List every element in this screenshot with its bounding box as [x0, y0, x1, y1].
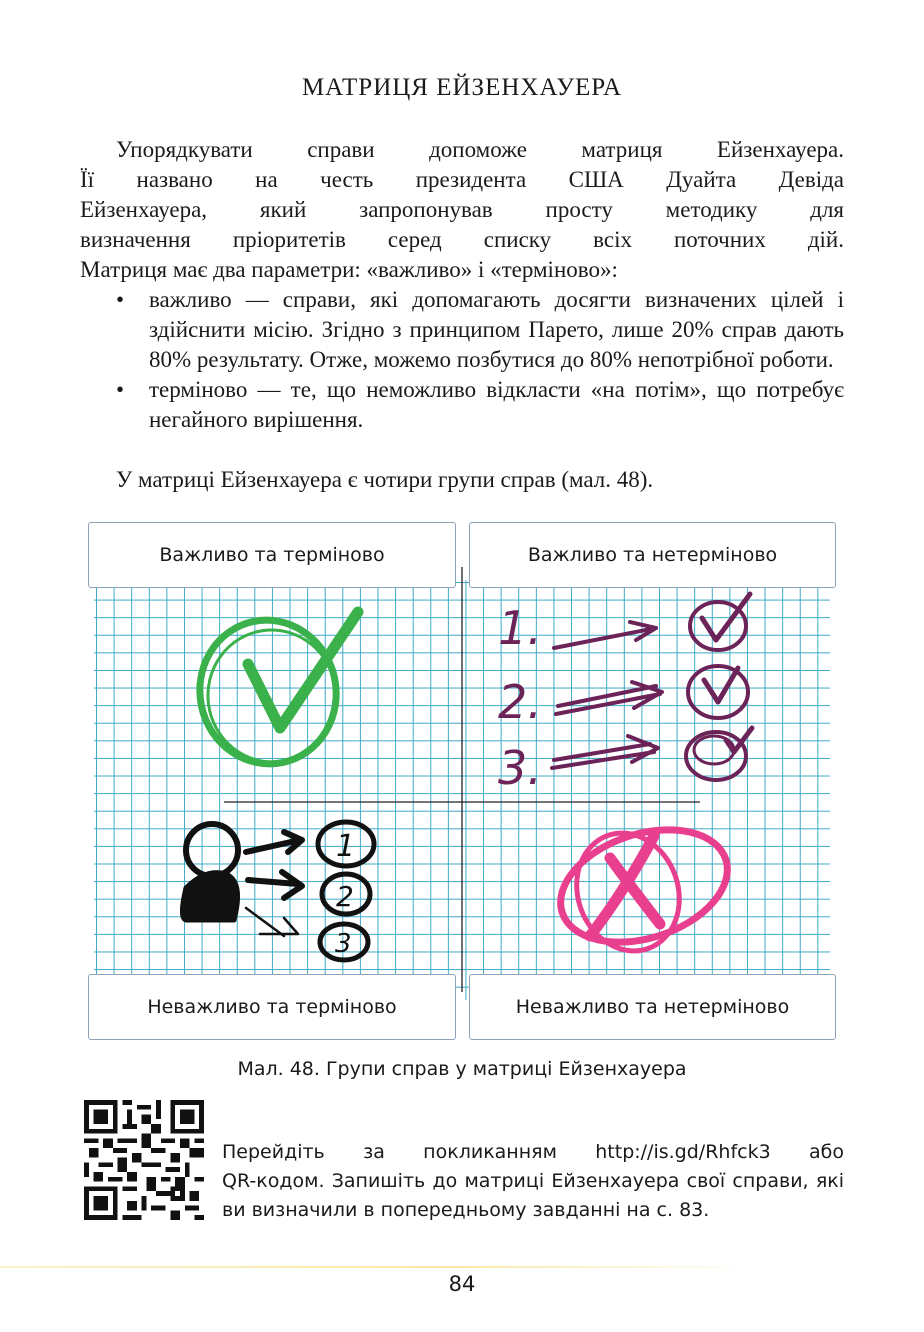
person-with-priorities-drawing — [182, 822, 374, 960]
quadrant-label-not-important-not-urgent: Неважливо та нетерміново — [469, 974, 836, 1040]
criteria-list — [80, 285, 844, 435]
intro-line: Матриця має два параметри: «важливо» і «терміново»: — [80, 257, 618, 282]
intro-line: Її названо на честь президента США Дуайта Девіда — [80, 167, 844, 192]
list-item-text: терміново — те, що неможливо відкласти «на потім», що потребує негайного вирішення. — [149, 377, 844, 432]
page-title: МАТРИЦЯ ЕЙЗЕНХАУЕРА — [301, 74, 623, 101]
pink-cross-icon — [546, 810, 742, 966]
qr-instruction-text — [222, 1138, 844, 1225]
groups-sentence: У матриці Ейзенхауера є чотири групи справ (мал. 48). — [116, 467, 654, 492]
list-number: 1. — [498, 601, 542, 655]
matrix-drawings — [88, 522, 836, 1040]
list-item — [80, 285, 844, 375]
green-check-icon — [187, 607, 358, 776]
circled-number: 2 — [336, 880, 354, 913]
qr-instruction-line: Перейдіть за покликанням http://is.gd/Rhfck3 або — [222, 1141, 844, 1163]
circled-number: 1 — [336, 829, 356, 864]
quadrant-label-not-important-urgent: Неважливо та терміново — [88, 974, 456, 1040]
numbered-list-drawing — [498, 594, 752, 795]
quadrant-label-important-not-urgent: Важливо та нетерміново — [469, 522, 836, 588]
list-number: 2. — [498, 675, 542, 729]
list-item-text: важливо — справи, які допомагають досягти визначених цілей і здійснити місію. Згідно з принципом Парето, лише 20% справ дають 80% результату. Отже, можемо позбутися до 80% непотрібної роботи. — [149, 287, 844, 372]
person-head-icon — [186, 824, 238, 876]
qr-instruction-line: QR-кодом. Запишіть до матриці Ейзенхауера свої справи, які ви визначили в попередньому завданні на с. 83. — [222, 1170, 844, 1221]
page-number: 84 — [448, 1272, 476, 1296]
check-circle-icon — [688, 666, 748, 718]
person-body-icon — [182, 873, 237, 920]
list-item — [80, 375, 844, 435]
bullet-marker: • — [116, 287, 125, 312]
intro-line: Ейзенхауера, який запропонував просту методику для — [80, 197, 844, 222]
circled-number: 3 — [335, 929, 352, 959]
qr-code-icon[interactable] — [84, 1100, 204, 1220]
intro-line: Упорядкувати справи допоможе матриця Ейзенхауера. — [116, 137, 844, 162]
intro-line: визначення пріоритетів серед списку всіх поточних дій. — [80, 227, 844, 252]
bullet-marker: • — [116, 377, 125, 402]
figure-caption: Мал. 48. Групи справ у матриці Ейзенхауера — [237, 1058, 687, 1080]
list-number: 3. — [498, 741, 542, 795]
intro-paragraph — [80, 135, 844, 285]
eisenhower-matrix-figure — [88, 522, 836, 1040]
footer-divider — [0, 1266, 760, 1268]
quadrant-label-important-urgent: Важливо та терміново — [88, 522, 456, 588]
